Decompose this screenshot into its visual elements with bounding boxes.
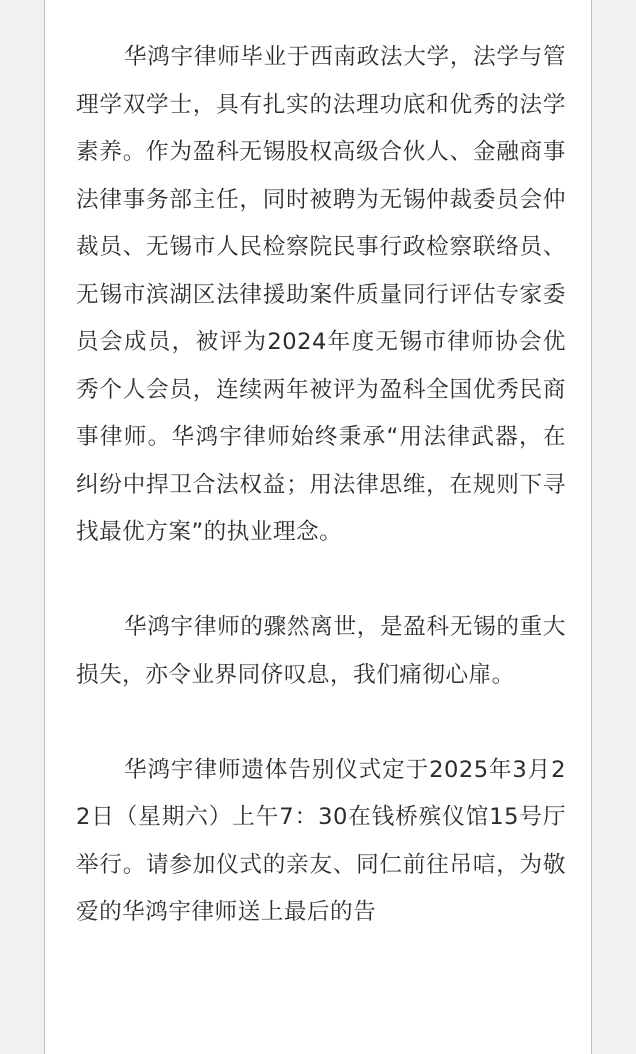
paragraph-condolence: 华鸿宇律师的骤然离世，是盈科无锡的重大损失，亦令业界同侪叹息，我们痛彻心扉。: [76, 614, 566, 688]
paragraph-biography: 华鸿宇律师毕业于西南政法大学，法学与管理学双学士，具有扎实的法理功底和优秀的法学素养。作为盈科无锡股权高级合伙人、金融商事法律事务部主任，同时被聘为无锡仲裁委员会仲裁员、无锡市人民检察院民事行政检察联络员、无锡市滨湖区法律援助案件质量同行评估专家委员会成员，被评为2024年度无锡市律师协会优秀个人会员，连续两年被评为盈科全国优秀民商事律师。华鸿宇律师始终秉承“用法律武器，在纠纷中捍卫合法权益；用法律思维，在规则下寻找最优方案”的执业理念。: [76, 44, 566, 545]
paragraph-farewell-ceremony: 华鸿宇律师遗体告别仪式定于2025年3月22日（星期六）上午7：30在钱桥殡仪馆15号厅举行。请参加仪式的亲友、同仁前往吊唁，为敬爱的华鸿宇律师送上最后的告: [76, 756, 566, 925]
article-body: [76, 34, 566, 937]
